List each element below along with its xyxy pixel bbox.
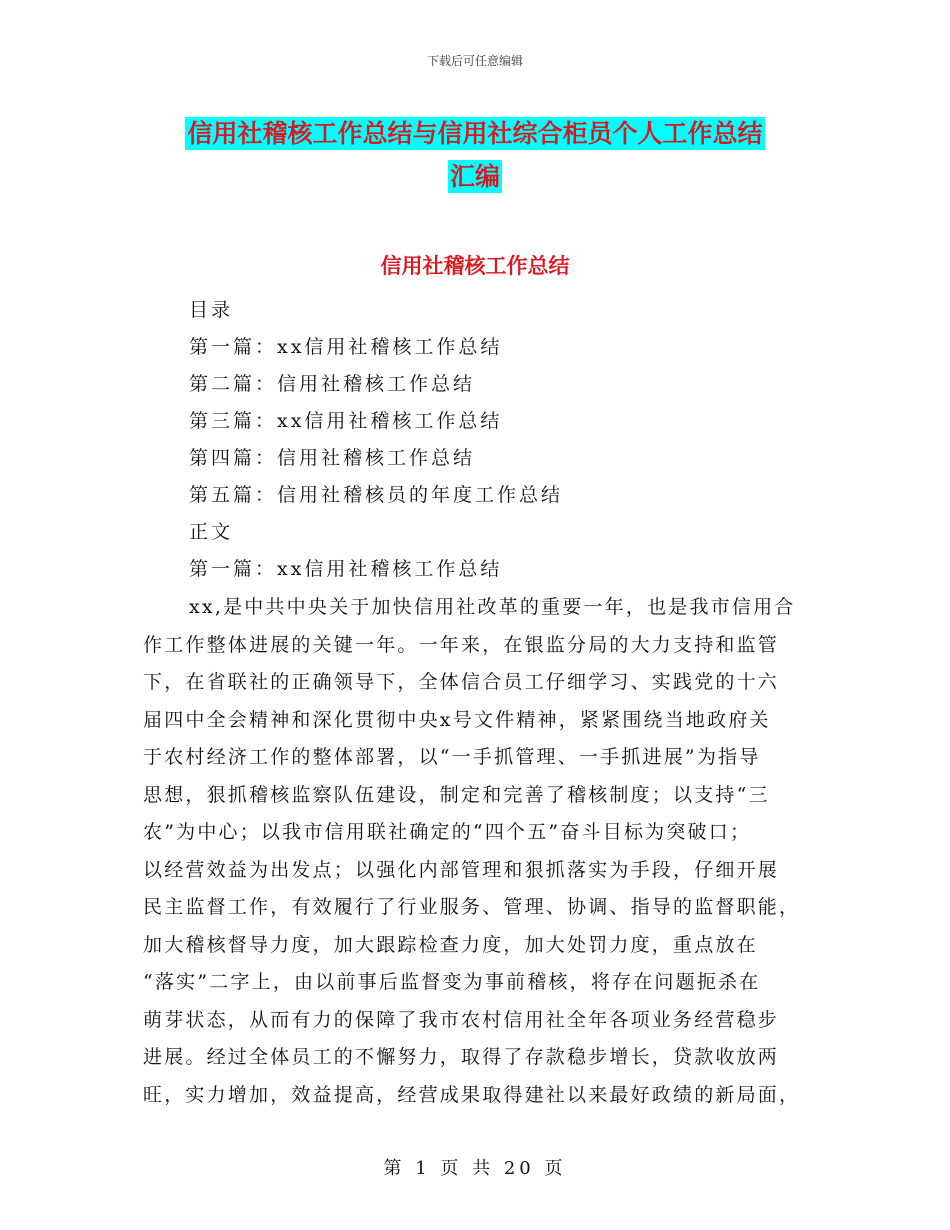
paragraph-line: 民主监督工作，有效履行了行业服务、管理、协调、指导的监督职能， [143, 896, 801, 918]
body-paragraph [143, 592, 803, 1117]
paragraph-line: 以经营效益为出发点；以强化内部管理和狠抓落实为手段，仔细开展 [143, 858, 780, 881]
page-header-note: 下载后可任意编辑 [426, 54, 523, 68]
title-highlight-2: 汇编 [449, 162, 500, 191]
paragraph-line: 萌芽状态，从而有力的保障了我市农村信用社全年各项业务经营稳步 [143, 1008, 780, 1031]
toc-line: 第四篇：信用社稽核工作总结 [189, 447, 476, 469]
title-highlight-1: 信用社稽核工作总结与信用社综合柜员个人工作总结 [187, 119, 763, 148]
paragraph-line: “落实”二字上，由以前事后监督变为事前稽核，将存在问题扼杀在 [143, 971, 761, 993]
toc-line: 第五篇：信用社稽核员的年度工作总结 [189, 484, 564, 506]
toc-line: 第三篇：xx信用社稽核工作总结 [189, 410, 503, 432]
paragraph-line: 作工作整体进展的关键一年。一年来，在银监分局的大力支持和监管 [143, 633, 780, 656]
paragraph-line: 于农村经济工作的整体部署，以“一手抓管理、一手抓进展”为指导 [143, 746, 761, 768]
paragraph-line: 下，在省联社的正确领导下，全体信合员工仔细学习、实践党的十六 [143, 671, 780, 693]
table-of-contents [189, 296, 563, 592]
paragraph-line: 农”为中心；以我市信用联社确定的“四个五”奋斗目标为突破口； [143, 821, 752, 843]
paragraph-line: 旺，实力增加，效益提高，经营成果取得建社以来最好政绩的新局面， [143, 1083, 801, 1106]
toc-line: 正文 [189, 521, 234, 543]
toc-line: 目录 [189, 299, 234, 321]
toc-line: 第一篇：xx信用社稽核工作总结 [189, 336, 503, 358]
toc-line: 第二篇：信用社稽核工作总结 [189, 373, 476, 395]
paragraph-line: 进展。经过全体员工的不懈努力，取得了存款稳步增长，贷款收放两 [143, 1046, 780, 1068]
paragraph-line: 届四中全会精神和深化贯彻中央x号文件精神，紧紧围绕当地政府关 [143, 708, 771, 731]
section-title: 信用社稽核工作总结 [380, 254, 570, 278]
page-number-footer: 第 1 页 共 20 页 [383, 1158, 567, 1179]
document-title-line-2 [0, 157, 950, 193]
document-title-line-1 [0, 114, 950, 150]
toc-line: 第一篇：xx信用社稽核工作总结 [189, 558, 503, 580]
paragraph-line: 加大稽核督导力度，加大跟踪检查力度，加大处罚力度，重点放在 [143, 933, 758, 956]
paragraph-line: xx,是中共中央关于加快信用社改革的重要一年，也是我市信用合 [189, 596, 796, 618]
paragraph-line: 思想，狠抓稽核监察队伍建设，制定和完善了稽核制度；以支持“三 [143, 783, 770, 806]
